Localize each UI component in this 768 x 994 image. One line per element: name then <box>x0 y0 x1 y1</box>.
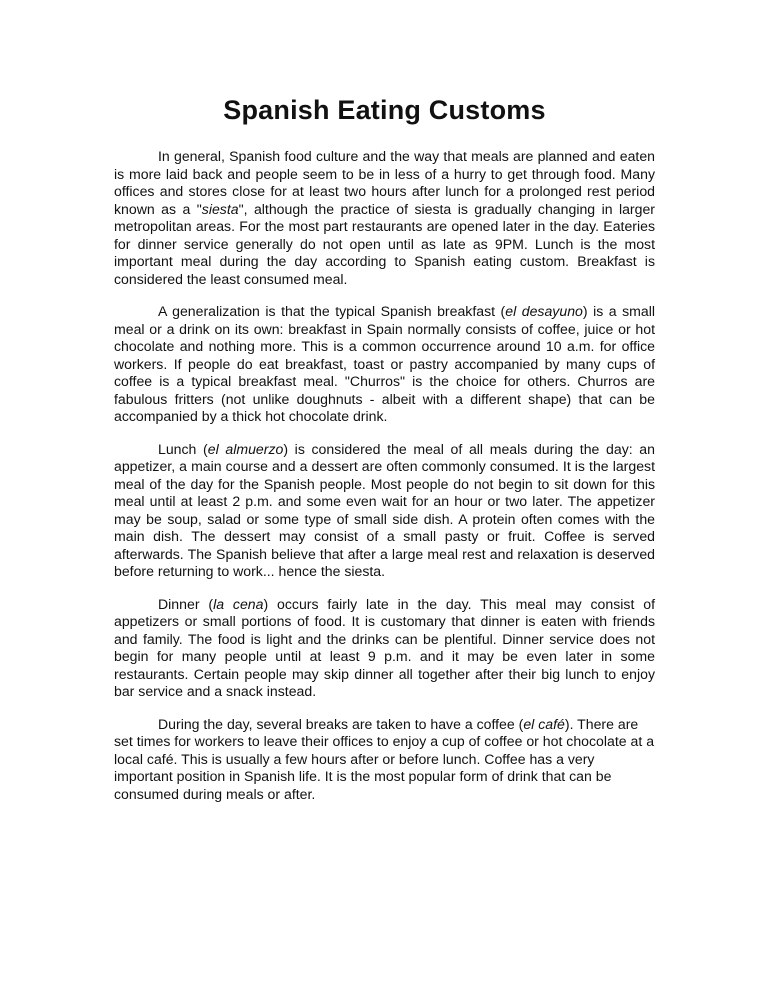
italic-term-el-desayuno: el desayuno <box>505 303 583 319</box>
paragraph-coffee <box>114 716 655 804</box>
paragraph-text: Lunch ( <box>158 440 208 457</box>
paragraph-breakfast <box>114 303 655 426</box>
paragraph-text: ). There are set times for workers to leave their offices to enjoy a cup of coffee or hot chocolate at a local café. This is usually a few hours after or before lunch. Coffee has a very important position in Spanish life. It is the most popular form of drink that can be consumed during meals or after. <box>114 715 655 802</box>
italic-term-la-cena: la cena <box>213 595 264 612</box>
italic-term-el-cafe: el café <box>523 715 565 732</box>
paragraph-text: A generalization is that the typical Spanish breakfast ( <box>158 303 506 319</box>
paragraph-text: ", although the practice of siesta is gradually changing in larger metropolitan areas. For the most part restaurants are opened later in the day. Eateries for dinner service generally do not open until as late as 9PM. Lunch is the most important meal during the day according to Spanish eating custom. Breakfast is considered the least consumed meal. <box>114 200 655 287</box>
paragraph-lunch <box>114 441 655 581</box>
document-page <box>114 92 655 818</box>
paragraph-text: During the day, several breaks are taken to have a coffee ( <box>158 715 524 732</box>
paragraph-text: Dinner ( <box>158 595 214 612</box>
paragraph-text: ) is a small meal or a drink on its own: breakfast in Spain normally consists of coffee, juice or hot chocolate and nothing more. This is a common occurrence around 10 a.m. for office workers. If people do eat breakfast, toast or pastry accompanied by many cups of coffee is a typical breakfast meal. "Churros" is the choice for others. Churros are fabulous fritters (not unlike doughnuts - albeit with a different shape) that can be accompanied by a thick hot chocolate drink. <box>114 303 655 424</box>
paragraph-dinner <box>114 596 655 701</box>
paragraph-text: ) occurs fairly late in the day. This meal may consist of appetizers or small portions of food. It is customary that dinner is eaten with friends and family. The food is light and the drinks can be plentiful. Dinner service does not begin for many people until at least 9 p.m. and it may be even later in some restaurants. Certain people may skip dinner all together after their big lunch to enjoy bar service and a snack instead. <box>114 595 655 699</box>
paragraph-general <box>114 148 655 288</box>
paragraph-text: In general, Spanish food culture and the way that meals are planned and eaten is more laid back and people seem to be in less of a hurry to get through food. Many offices and stores close for at least two hours after lunch for a prolonged rest period known as a " <box>114 148 655 217</box>
document-title: Spanish Eating Customs <box>223 95 546 125</box>
paragraph-text: ) is considered the meal of all meals during the day: an appetizer, a main course and a dessert are often commonly consumed. It is the largest meal of the day for the Spanish people. Most people do not begin to sit down for this meal until at least 2 p.m. and some even wait for an hour or two later. The appetizer may be soup, salad or some type of small side dish. A protein often comes with the main dish. The dessert may consist of a small pasty or fruit. Coffee is served afterwards. The Spanish believe that after a large meal rest and relaxation is deserved before returning to work... hence the siesta. <box>114 440 655 579</box>
italic-term-el-almuerzo: el almuerzo <box>207 440 284 457</box>
italic-term-siesta: siesta <box>201 200 239 217</box>
